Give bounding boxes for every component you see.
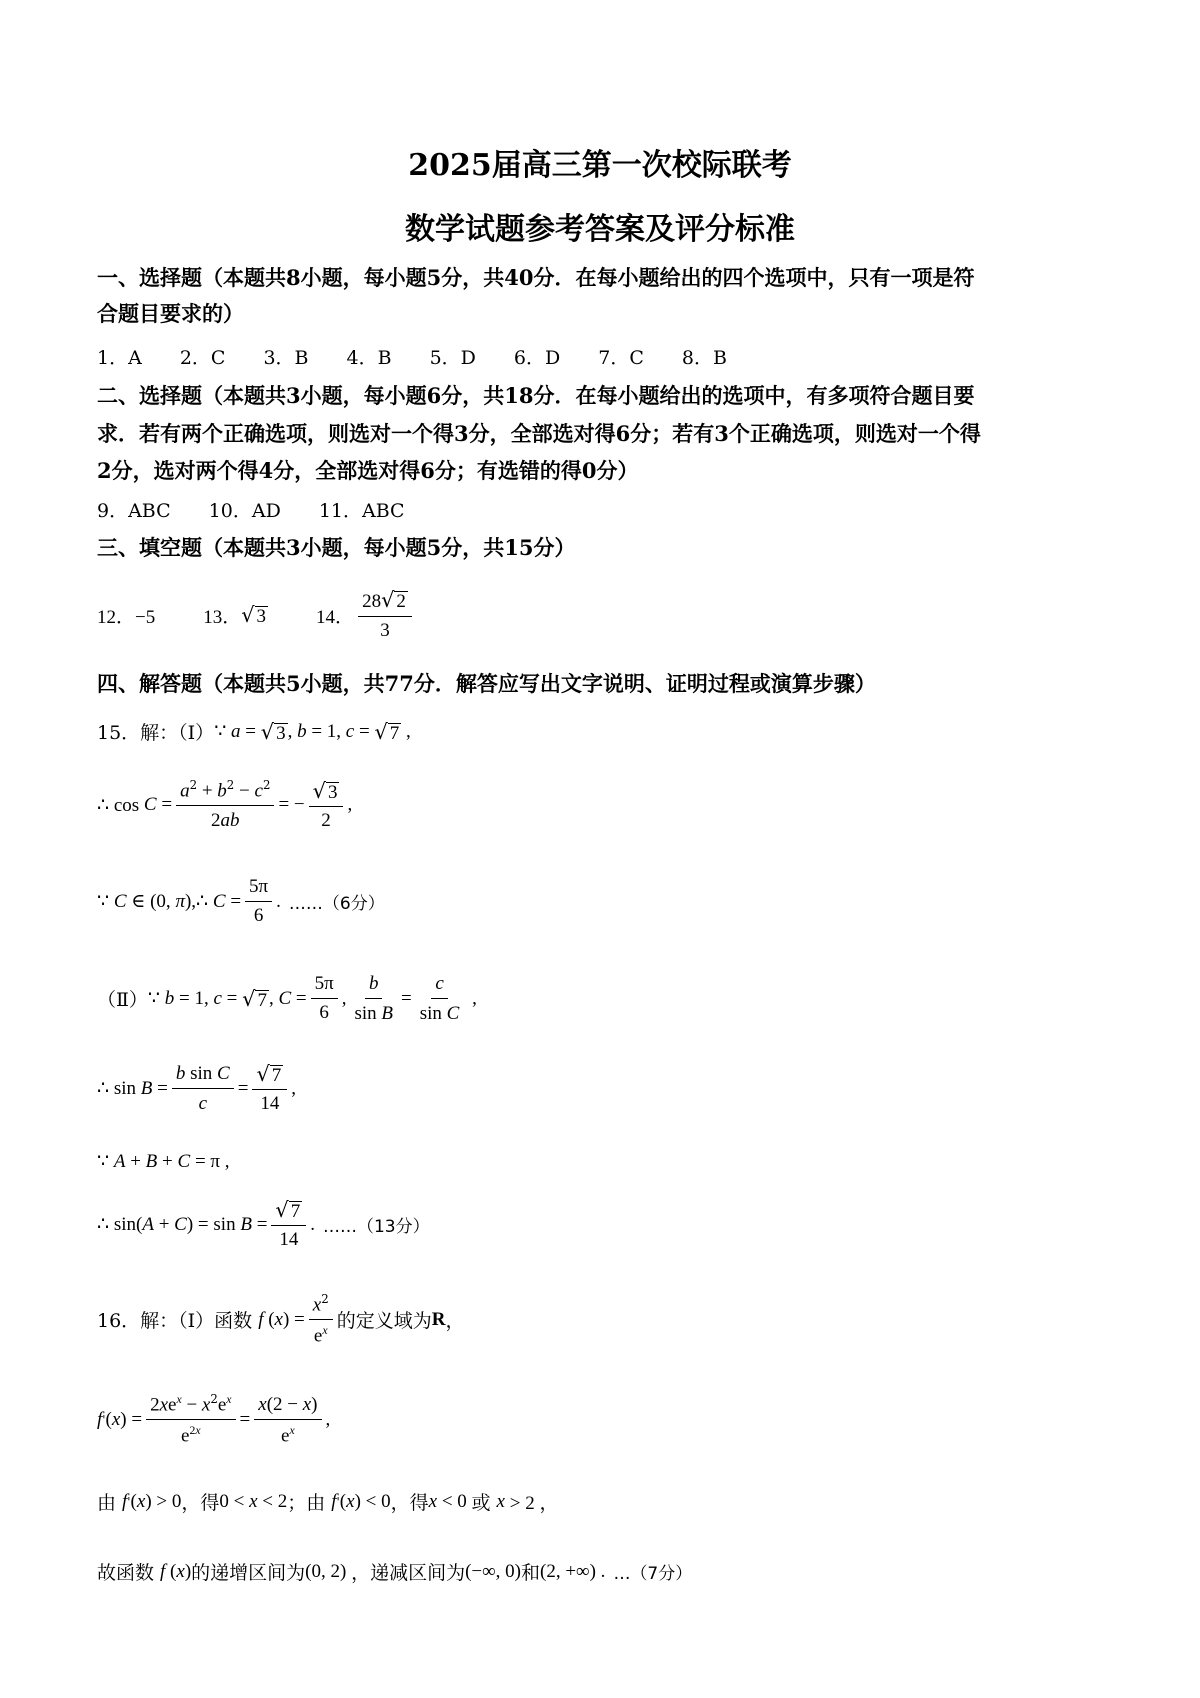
answer-13-value: √ 3 (241, 603, 267, 628)
answer-6: 6．D (513, 347, 561, 369)
document-subtitle: 数学试题参考答案及评分标准 (405, 212, 795, 247)
section2-heading: 二、选择题（本题共3小题，每小题6分，共18分．在每小题给出的选项中，有多项符合题目要 (97, 383, 975, 408)
q16-derivative: f ' ( x ) = $\frac{2xe^x - x^2e^x}{e^{2x}}$ = $\frac{x(2 - x)}{e^x}$ , (97, 1392, 331, 1447)
answer-1: 1．A (97, 347, 142, 369)
q16-function: 16．解：（Ⅰ）函数 f ( x ) = $\frac{x^2}{e^x}$ 的定义域为 R ， (97, 1292, 465, 1347)
section2-heading-cont1: 求．若有两个正确选项，则选对一个得3分，全部选对得6分；若有3个正确选项，则选对一个得 (97, 421, 981, 446)
answer-5: 5．D (429, 347, 476, 369)
section1-heading-cont: 合题目要求的） (97, 301, 244, 326)
q15-score-6: ……（6分） (288, 894, 385, 914)
section1-heading: 一、选择题（本题共8小题，每小题5分，共40分．在每小题给出的四个选项中，只有一项是符 (97, 265, 975, 290)
answer-14-fraction: 28 √ 2 3 (358, 588, 412, 642)
answer-9: 9．ABC (97, 500, 171, 522)
q15-angle-sum: ∵ A + B + C = π , (97, 1150, 230, 1172)
section3-heading: 三、填空题（本题共3小题，每小题5分，共15分） (97, 535, 576, 560)
document-title: 2025届高三第一次校际联考 (408, 148, 792, 183)
q15-C-value: ∵ C ∈ (0, π ),∴ C = $\frac{5\pi}{6}$ . ……（6分） (97, 876, 385, 926)
q16-sign-analysis: 由 f ' ( x ) > 0 ，得 0 < x < 2 ；由 f ' ( x ) < 0 ，得 x < 0 或 x > 2 ， (97, 1490, 559, 1514)
answer-10: 10．AD (208, 500, 281, 522)
section1-answers (97, 343, 765, 370)
q15-label: 15．解：（Ⅰ） (97, 722, 215, 744)
section2-heading-cont2: 2分，选对两个得4分，全部选对得6分；有选错的得0分） (97, 458, 639, 483)
q16-label: 16．解：（Ⅰ）函数 (97, 1310, 253, 1333)
answer-8: 8．B (681, 347, 727, 369)
answer-3: 3．B (263, 347, 309, 369)
answer-14-label: 14． (316, 606, 355, 628)
answer-4: 4．B (346, 347, 392, 369)
q16-score-7: …（7分） (613, 1564, 693, 1584)
answer-13-label: 13． (203, 606, 242, 628)
q15-result: ∴ sin( A + C ) = sin B = √ 7 14 . ……（13分） (97, 1198, 430, 1250)
section3-answers (97, 588, 416, 642)
answer-7: 7．C (598, 347, 644, 369)
answer-12: 12．−5 (97, 606, 156, 628)
q15-given: 15．解：（Ⅰ） ∵ a = √ 3 , b = 1, c = √ 7 , (97, 719, 411, 744)
section4-heading: 四、解答题（本题共5小题，共77分．解答应写出文字说明、证明过程或演算步骤） (97, 671, 876, 696)
q15-part2-given: （Ⅱ） ∵ b = 1, c = √ 7 , C = $\frac{5\pi}{6}$ , $\frac{b}{\text{sin B}}$ = $\frac{c}{\text{sin C}}$ , (97, 973, 477, 1024)
answer-11: 11．ABC (318, 500, 405, 522)
q15-part2-label: （Ⅱ） (97, 989, 148, 1011)
q16-monotonicity: 故函数 f ( x ) 的递增区间为 (0, 2) ，递减区间为 (−∞, 0) 和 (2, +∞) . …（7分） (97, 1560, 693, 1584)
real-numbers-set: R (431, 1308, 446, 1330)
q15-cosC: ∴ cos C = $\frac{a^2 + b^2 - c^2}{2ab}$ = − √ 3 2 , (97, 778, 353, 832)
section2-answers (97, 496, 443, 523)
answer-2: 2．C (179, 347, 226, 369)
q15-score-13: ……（13分） (322, 1217, 430, 1237)
q15-sinB: ∴ sin B = $\frac{\text{b sin C}}{c}$ = √ 7 14 , (97, 1062, 296, 1114)
